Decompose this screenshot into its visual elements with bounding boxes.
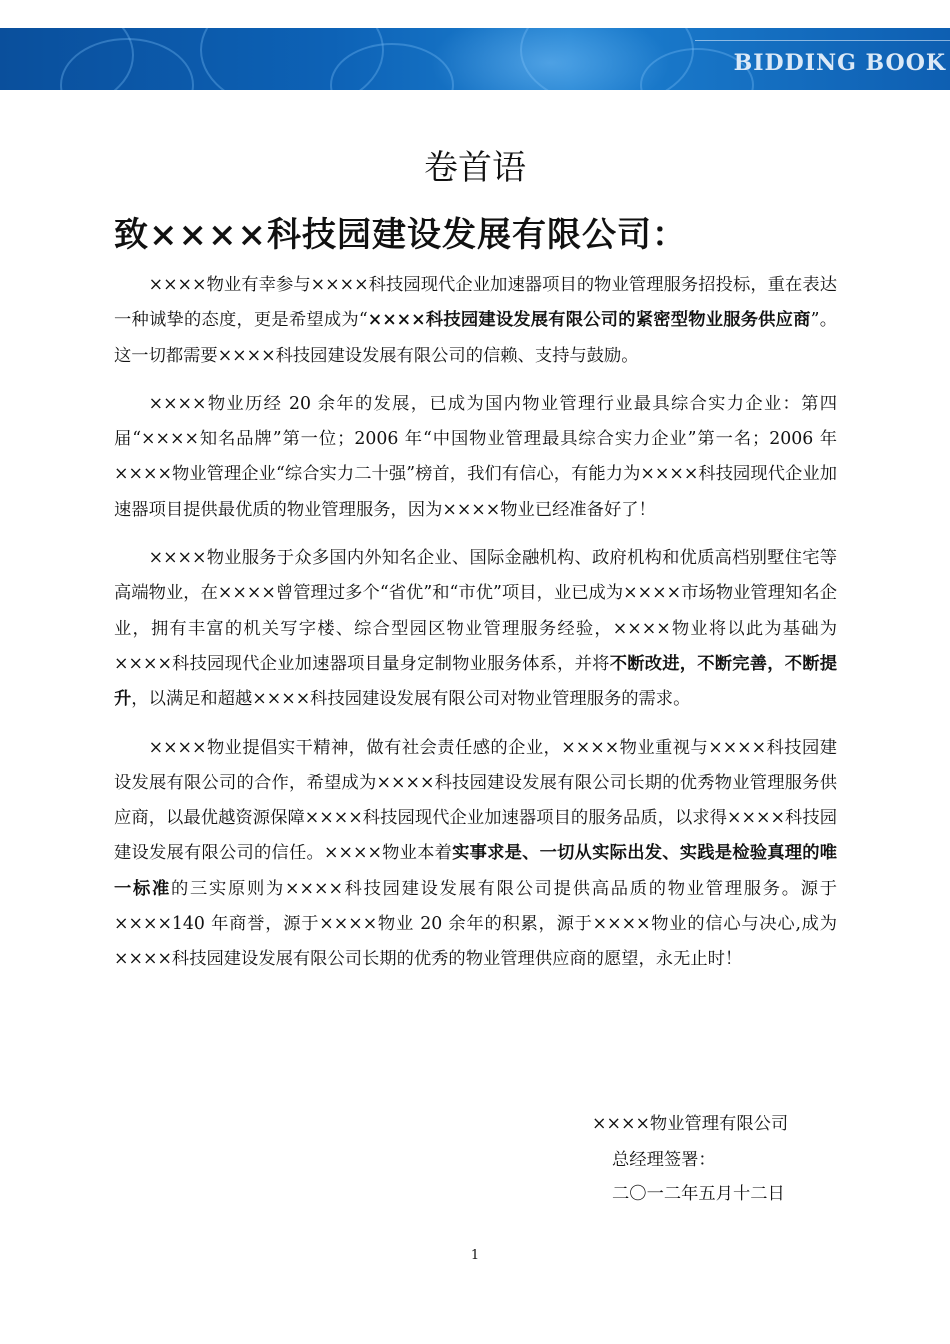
salutation: 致××××科技园建设发展有限公司： [114, 215, 687, 255]
banner-divider [695, 40, 950, 41]
signature-signer: 总经理签署： [612, 1150, 716, 1170]
banner-title: BIDDING BOOK [733, 50, 946, 76]
header-banner [0, 28, 950, 90]
signature-company: ××××物业管理有限公司 [592, 1114, 789, 1134]
letter-body [114, 268, 837, 991]
emphasis-text: ××××科技园建设发展有限公司的紧密型物业服务供应商 [367, 310, 811, 331]
paragraph-1: ××××物业有幸参与××××科技园现代企业加速器项目的物业管理服务招投标，重在表达一种诚挚的态度，更是希望成为“××××科技园建设发展有限公司的紧密型物业服务供应商”。这一切都需要××××科技园建设发展有限公司的信赖、支持与鼓励。 [114, 275, 837, 366]
page-title: 卷首语 [424, 148, 526, 188]
paragraph-4: ××××物业提倡实干精神，做有社会责任感的企业，××××物业重视与××××科技园建设发展有限公司的合作，希望成为××××科技园建设发展有限公司长期的优秀物业管理服务供应商，以最优越资源保障××××科技园现代企业加速器项目的服务品质，以求得××××科技园建设发展有限公司的信任。××××物业本着实事求是、一切从实际出发、实践是检验真理的唯一标准的三实原则为××××科技园建设发展有限公司提供高品质的物业管理服务。源于××××140 年商誉，源于××××物业 20 余年的积累，源于××××物业的信心与决心,成为××××科技园建设发展有限公司长期的优秀的物业管理供应商的愿望，永无止时！ [114, 737, 837, 970]
signature-date: 二〇一二年五月十二日 [612, 1184, 785, 1204]
paragraph-2: ××××物业历经 20 余年的发展，已成为国内物业管理行业最具综合实力企业：第四届“××××知名品牌”第一位；2006 年“中国物业管理最具综合实力企业”第一名；2006 年××××物业管理企业“综合实力二十强”榜首，我们有信心，有能力为××××科技园现代企业加速器项目提供最优质的物业管理服务，因为××××物业已经准备好了！ [114, 393, 837, 520]
emphasis-text: 实事求是、一切从实际出发、实践是检验真理的唯一标准 [114, 843, 837, 899]
page-number: 1 [470, 1248, 480, 1263]
paragraph-3: ××××物业服务于众多国内外知名企业、国际金融机构、政府机构和优质高档别墅住宅等高端物业，在××××曾管理过多个“省优”和“市优”项目，业已成为××××市场物业管理知名企业，拥有丰富的机关写字楼、综合型园区物业管理服务经验，××××物业将以此为基础为××××科技园现代企业加速器项目量身定制物业服务体系，并将不断改进，不断完善，不断提升，以满足和超越××××科技园建设发展有限公司对物业管理服务的需求。 [114, 548, 837, 710]
emphasis-text: 不断改进，不断完善，不断提升 [114, 653, 837, 710]
